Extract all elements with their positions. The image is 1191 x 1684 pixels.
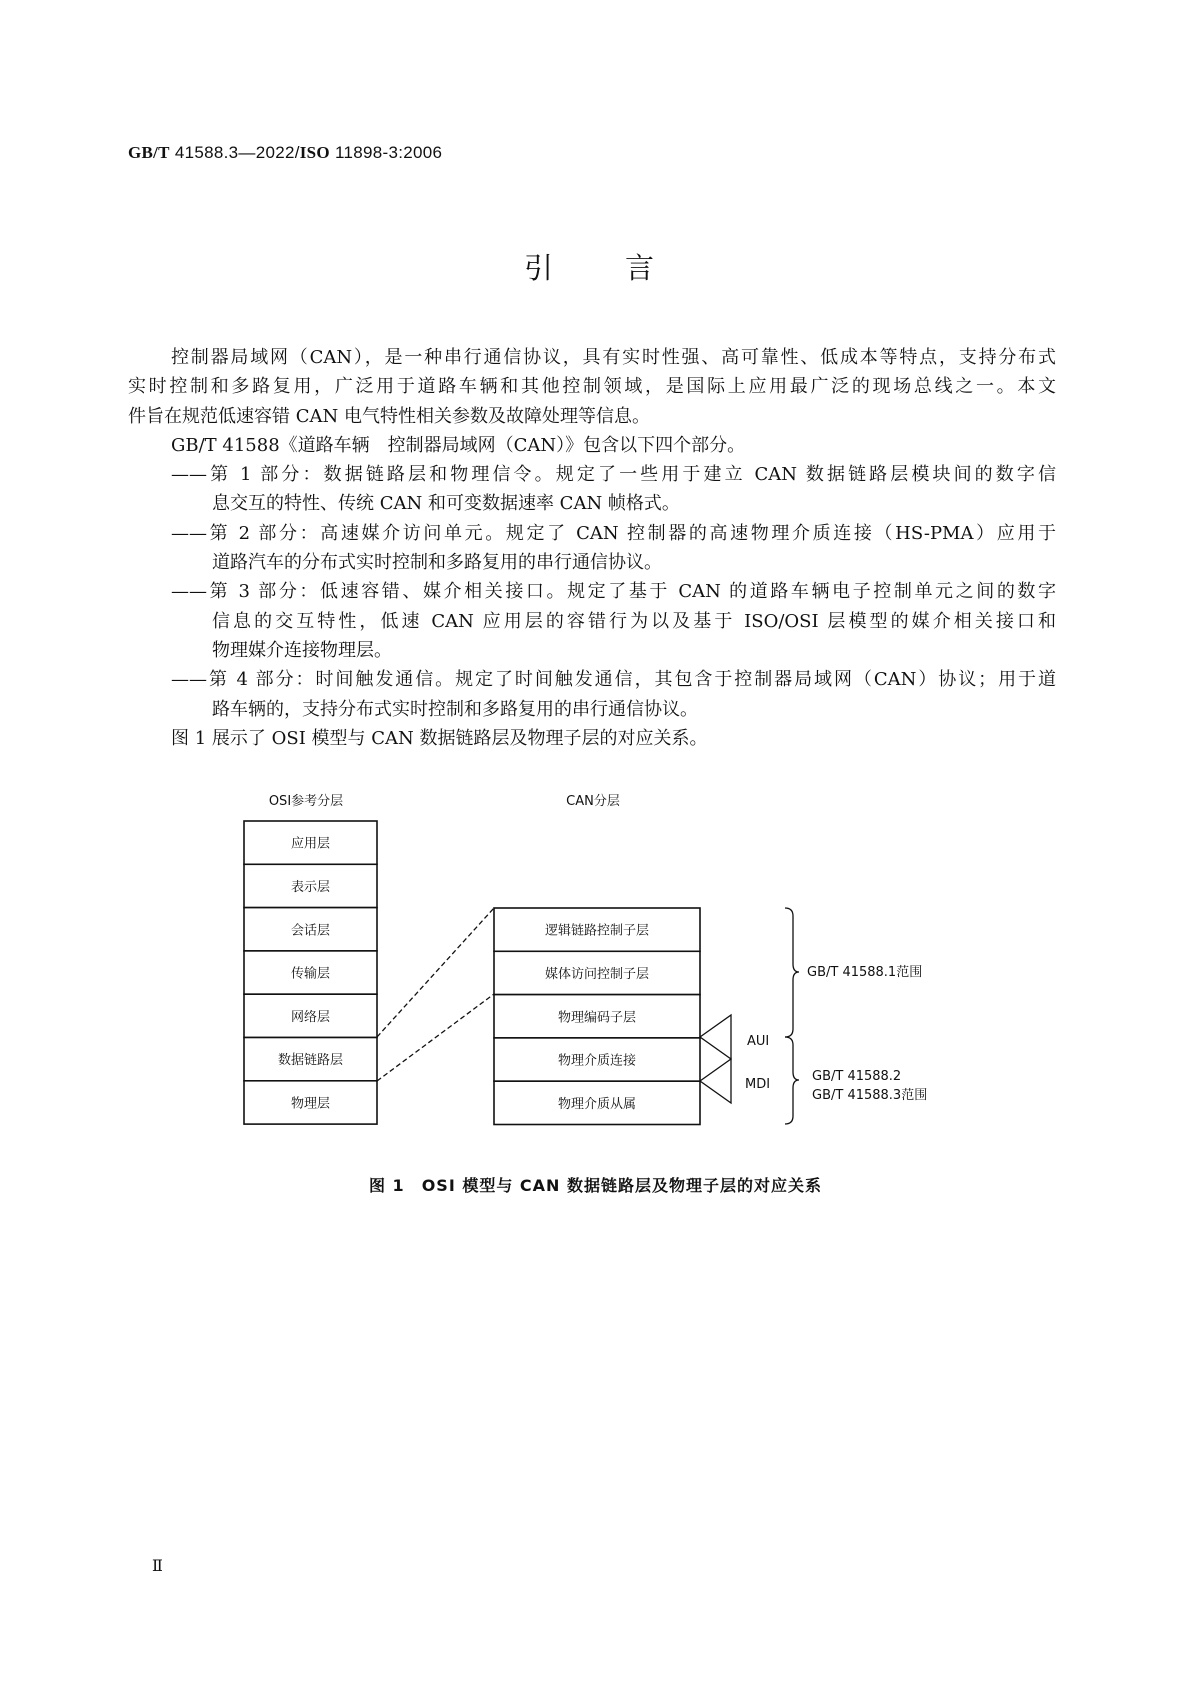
- body-line: 实时控制和多路复用，广泛用于道路车辆和其他控制领域，是国际上应用最广泛的现场总线之一。本文: [128, 376, 1056, 398]
- layer-label: 传输层: [290, 966, 331, 982]
- list-item-line: 信息的交互特性，低速 CAN 应用层的容错行为以及基于 ISO/OSI 层模型的媒介相关接口和: [212, 610, 1056, 632]
- layer-label: 物理介质从属: [557, 1096, 637, 1112]
- body-line: 件旨在规范低速容错 CAN 电气特性相关参数及故障处理等信息。: [128, 405, 650, 427]
- body-line: 控制器局域网（CAN），是一种串行通信协议，具有实时性强、高可靠性、低成本等特点，支持分布式: [171, 347, 1056, 368]
- brace-icon: [785, 908, 799, 1037]
- layer-label: 网络层: [290, 1009, 331, 1025]
- layer-label: 表示层: [290, 879, 331, 895]
- aui-label: AUI: [747, 1034, 770, 1049]
- list-item-line: 息交互的特性、传统 CAN 和可变数据速率 CAN 帧格式。: [212, 493, 680, 515]
- layer-label: 媒体访问控制子层: [544, 966, 650, 982]
- title-char-1: 引: [524, 251, 554, 285]
- aui-interface-triangle: [700, 1015, 731, 1059]
- list-item-line: 物理媒介连接物理层。: [212, 639, 392, 661]
- list-item-line: ——第 1 部分：数据链路层和物理信令。规定了一些用于建立 CAN 数据链路层模块间的数字信: [171, 464, 1056, 486]
- dashed-connector: [377, 994, 494, 1081]
- mdi-interface-triangle: [700, 1059, 731, 1103]
- list-item-line: ——第 2 部分：高速媒介访问单元。规定了 CAN 控制器的高速物理介质连接（HS-PMA）应用于: [171, 522, 1056, 544]
- list-item-line: 路车辆的，支持分布式实时控制和多路复用的串行通信协议。: [212, 698, 698, 720]
- scope-label-part2: GB/T 41588.2: [812, 1069, 902, 1084]
- mdi-label: MDI: [745, 1077, 771, 1092]
- can-layers: [494, 908, 700, 1125]
- body-line: 图 1 展示了 OSI 模型与 CAN 数据链路层及物理子层的对应关系。: [171, 727, 708, 749]
- scope-label-part3: GB/T 41588.3范围: [812, 1088, 928, 1103]
- layer-label: 物理层: [290, 1096, 331, 1112]
- title-char-2: 言: [625, 251, 655, 285]
- dashed-connector: [377, 908, 494, 1037]
- can-heading: CAN分层: [566, 794, 620, 809]
- layer-label: 物理介质连接: [557, 1053, 637, 1069]
- osi-heading: OSI参考分层: [268, 794, 344, 809]
- layer-label: 逻辑链路控制子层: [544, 923, 650, 939]
- body-line: GB/T 41588《道路车辆 控制器局域网（CAN）》包含以下四个部分。: [171, 434, 746, 456]
- standard-number: GB/T 41588.3—2022/ISO 11898-3:2006: [128, 143, 443, 162]
- scope-label-part1: GB/T 41588.1范围: [807, 965, 923, 980]
- layer-label: 应用层: [290, 836, 331, 852]
- layer-label: 数据链路层: [277, 1053, 344, 1069]
- layer-label: 会话层: [290, 923, 331, 939]
- brace-icon: [785, 1037, 799, 1124]
- page-number: Ⅱ: [152, 1556, 163, 1575]
- osi-layers: [244, 821, 377, 1124]
- list-item-line: ——第 3 部分：低速容错、媒介相关接口。规定了基于 CAN 的道路车辆电子控制单元之间的数字: [171, 581, 1056, 603]
- figure-caption: 图 1 OSI 模型与 CAN 数据链路层及物理子层的对应关系: [368, 1176, 822, 1195]
- layer-label: 物理编码子层: [557, 1010, 637, 1026]
- list-item-line: ——第 4 部分：时间触发通信。规定了时间触发通信，其包含于控制器局域网（CAN）协议；用于道: [171, 669, 1056, 691]
- list-item-line: 道路汽车的分布式实时控制和多路复用的串行通信协议。: [212, 552, 662, 574]
